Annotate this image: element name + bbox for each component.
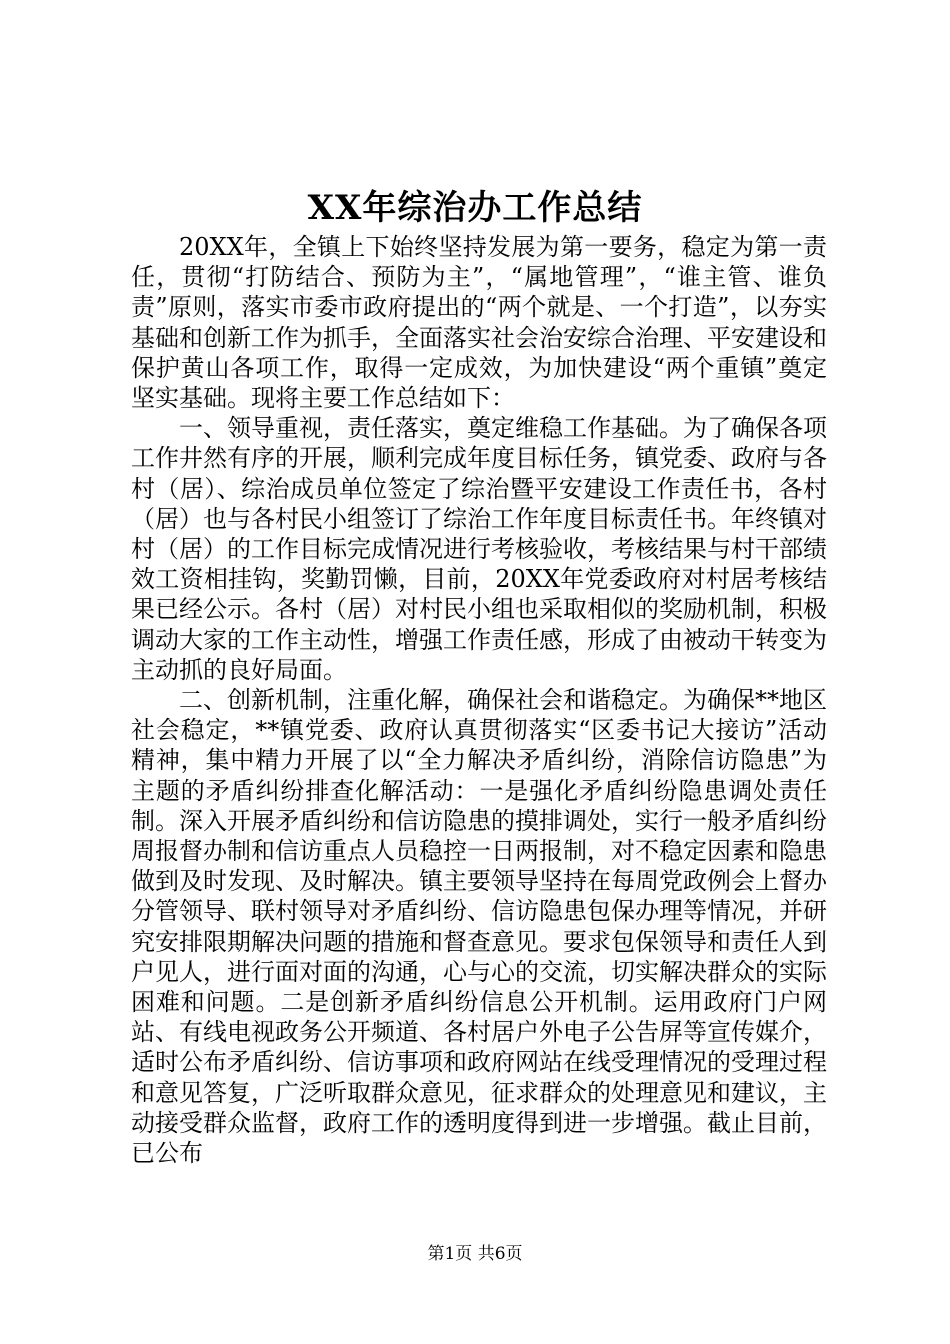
paragraph-section-two: 二、创新机制，注重化解，确保社会和谐稳定。为确保**地区社会稳定，**镇党委、政府认真贯彻落实“区委书记大接访”活动精神，集中精力开展了以“全力解决矛盾纠纷，消除信访隐患”为主题的矛盾纠纷排查化解活动：一是强化矛盾纠纷隐患调处责任制。深入开展矛盾纠纷和信访隐患的摸排调处，实行一般矛盾纠纷周报督办制和信访重点人员稳控一日两报制，对不稳定因素和隐患做到及时发现、及时解决。镇主要领导坚持在每周党政例会上督办分管领导、联村领导对矛盾纠纷、信访隐患包保办理等情况，并研究安排限期解决问题的措施和督查意见。要求包保领导和责任人到户见人，进行面对面的沟通，心与心的交流，切实解决群众的实际困难和问题。二是创新矛盾纠纷信息公开机制。运用政府门户网站、有线电视政务公开频道、各村居户外电子公告屏等宣传媒介，适时公布矛盾纠纷、信访事项和政府网站在线受理情况的受理过程和意见答复，广泛听取群众意见，征求群众的处理意见和建议，主动接受群众监督，政府工作的透明度得到进一步增强。截止目前，已公布 (131, 686, 827, 1168)
paragraph-section-one: 一、领导重视，责任落实，奠定维稳工作基础。为了确保各项工作井然有序的开展，顺利完成年度目标任务，镇党委、政府与各村（居）、综治成员单位签定了综治暨平安建设工作责任书，各村（居）也与各村民小组签订了综治工作年度目标责任书。年终镇对村（居）的工作目标完成情况进行考核验收，考核结果与村干部绩效工资相挂钩，奖勤罚懒，目前，20XX年党委政府对村居考核结果已经公示。各村（居）对村民小组也采取相似的奖励机制，积极调动大家的工作主动性，增强工作责任感，形成了由被动干转变为主动抓的良好局面。 (131, 414, 827, 684)
document-title: XX年综治办工作总结 (307, 188, 643, 228)
page-footer: 第1页 共6页 (427, 1244, 523, 1264)
document-body (131, 232, 827, 1168)
paragraph-intro: 20XX年，全镇上下始终坚持发展为第一要务，稳定为第一责任，贯彻“打防结合、预防为主”，“属地管理”，“谁主管、谁负责”原则，落实市委市政府提出的“两个就是、一个打造”，以夯实基础和创新工作为抓手，全面落实社会治安综合治理、平安建设和保护黄山各项工作，取得一定成效，为加快建设“两个重镇”奠定坚实基础。现将主要工作总结如下： (131, 233, 827, 413)
